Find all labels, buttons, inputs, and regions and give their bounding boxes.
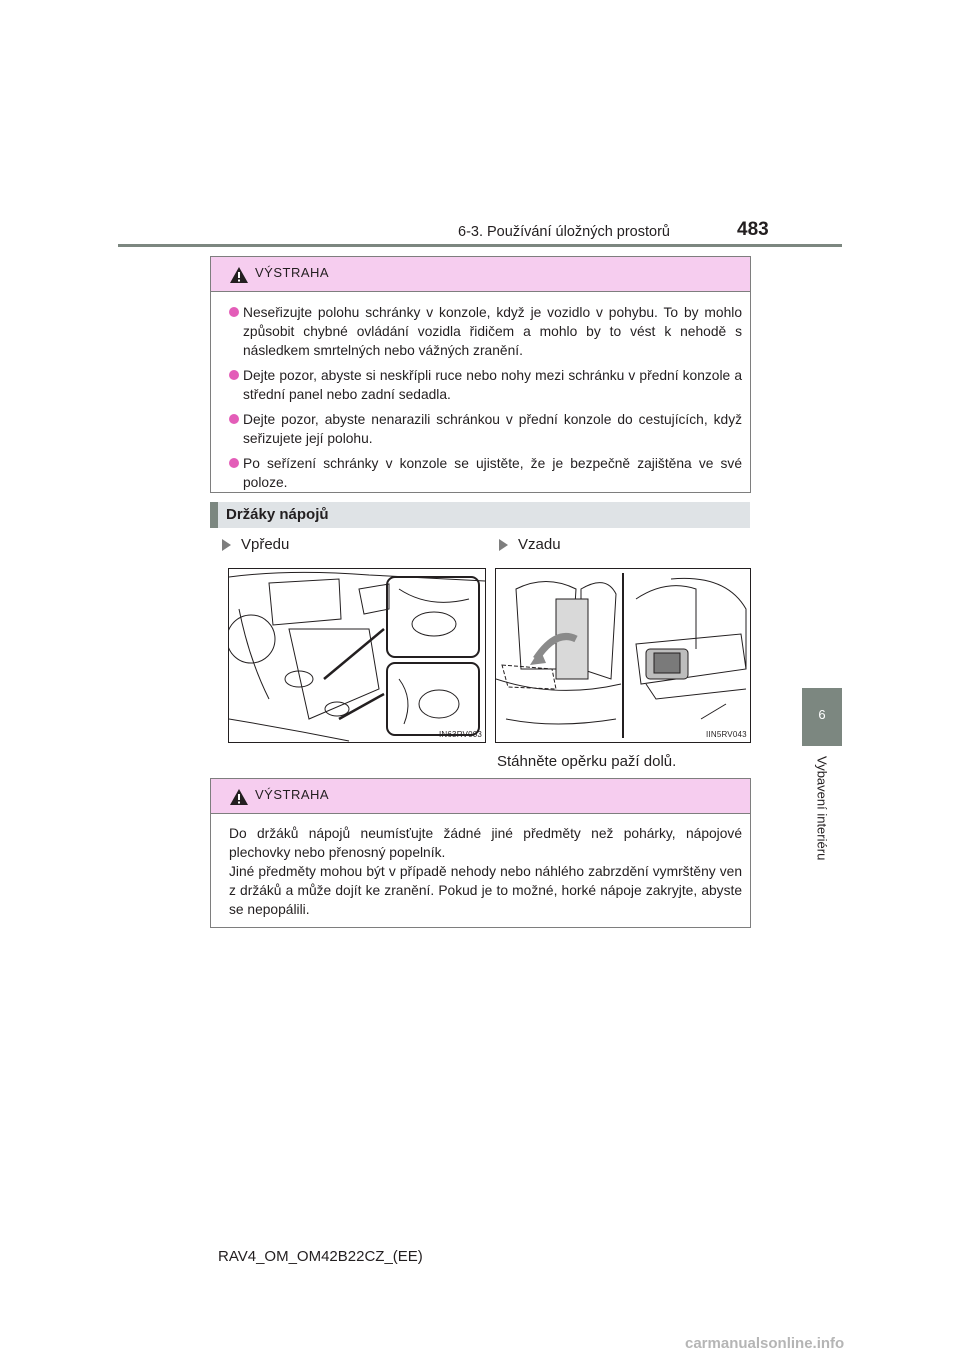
chapter-title-vertical	[780, 756, 864, 876]
front-cupholder-illustration	[228, 568, 486, 743]
watermark: carmanualsonline.info	[685, 1335, 845, 1352]
warning-triangle-icon	[229, 266, 249, 284]
section-title-bar	[210, 502, 750, 528]
warning-box-1	[210, 256, 751, 493]
arrow-right-icon	[499, 539, 508, 551]
image-code: IIN5RV043	[706, 730, 747, 739]
header-rule	[118, 244, 842, 247]
bullet-icon	[229, 307, 239, 317]
warning-item: Dejte pozor, abyste si neskřípli ruce nebo nohy mezi schránku v přední konzole a střední panel nebo zadní sedadla.	[229, 366, 742, 404]
section-header: 6-3. Používání úložných prostorů	[458, 224, 670, 240]
chapter-title: Vybavení interiéru	[814, 756, 830, 861]
warning-box-2	[210, 778, 751, 928]
warning-list	[229, 303, 742, 498]
arrow-right-icon	[222, 539, 231, 551]
rear-armrest-drawing	[496, 569, 750, 742]
rear-cupholder-illustration	[495, 568, 751, 743]
warning-triangle-icon	[229, 788, 249, 806]
rear-label: Vzadu	[518, 536, 561, 553]
section-accent	[210, 502, 218, 528]
section-title: Držáky nápojů	[226, 506, 329, 523]
page-number: 483	[737, 219, 769, 240]
warning-item: Neseřizujte polohu schránky v konzole, když je vozidlo v pohybu. To by mohlo způsobit chybné ovládání vozidla řidičem a mohlo by to vést k nehodě s následkem smrtelných nebo vážných zranění.	[229, 303, 742, 360]
warning-header	[211, 779, 750, 814]
front-console-drawing	[229, 569, 485, 742]
warning-item: Po seřízení schránky v konzole se ujistěte, že je bezpečně zajištěna ve své poloze.	[229, 454, 742, 492]
warning-text: Do držáků nápojů neumísťujte žádné jiné předměty než pohárky, nápojové plechovky nebo přenosný popelník. Jiné předměty mohou být v případě nehody nebo náhlého zabrzdění vymrštěny ven z držáků a může dojít ke zranění. Pokud je to možné, horké nápoje zakryjte, abyste se nepopálili.	[229, 826, 742, 917]
model-code: RAV4_OM_OM42B22CZ_(EE)	[218, 1248, 423, 1265]
bullet-icon	[229, 414, 239, 424]
chapter-number: 6	[818, 707, 826, 722]
bullet-icon	[229, 458, 239, 468]
front-label: Vpředu	[241, 536, 290, 553]
warning-header	[211, 257, 750, 292]
image-code: IN63RV003	[439, 730, 483, 739]
warning-title: VÝSTRAHA	[255, 265, 330, 280]
bullet-icon	[229, 370, 239, 380]
warning-item: Dejte pozor, abyste nenarazili schránkou v přední konzole do cestujících, když seřizujete její polohu.	[229, 410, 742, 448]
rear-caption: Stáhněte opěrku paží dolů.	[497, 753, 677, 770]
warning-title: VÝSTRAHA	[255, 787, 330, 802]
